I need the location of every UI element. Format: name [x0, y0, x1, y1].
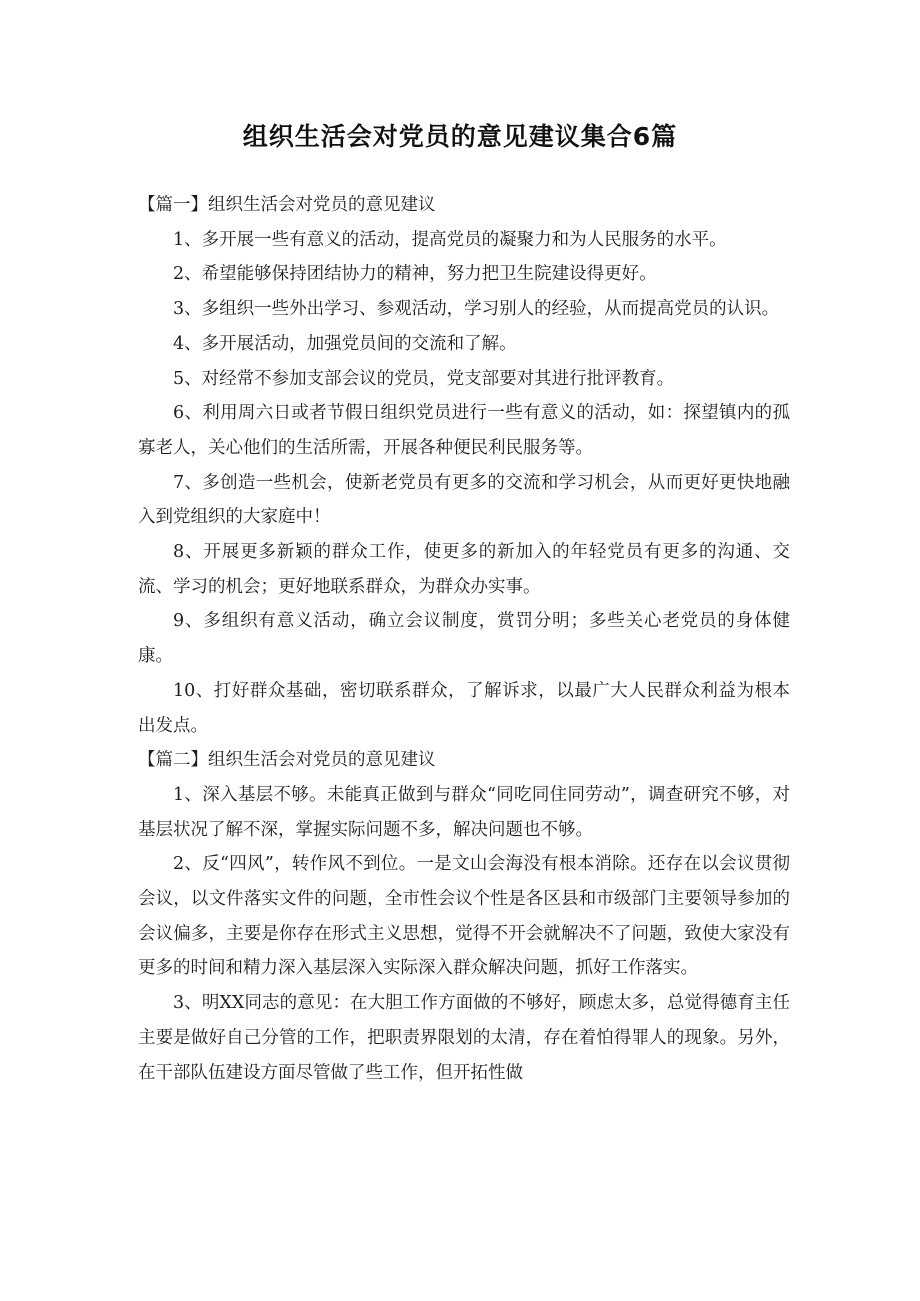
- paragraph: 9、多组织有意义活动，确立会议制度，赏罚分明；多些关心老党员的身体健康。: [138, 611, 790, 667]
- paragraph: 1、深入基层不够。未能真正做到与群众“同吃同住同劳动”，调查研究不够，对基层状况了解不深，掌握实际问题不多，解决问题也不够。: [138, 784, 790, 840]
- paragraph: 4、多开展活动，加强党员间的交流和了解。: [173, 333, 517, 354]
- paragraph: 8、开展更多新颖的群众工作，使更多的新加入的年轻党员有更多的沟通、交流、学习的机会；更好地联系群众，为群众办实事。: [138, 542, 790, 597]
- section-heading-2: 【篇二】组织生活会对党员的意见建议: [138, 750, 436, 771]
- document-body: [138, 188, 790, 1090]
- paragraph: 3、多组织一些外出学习、参观活动，学习别人的经验，从而提高党员的认识。: [173, 299, 780, 320]
- paragraph: 2、希望能够保持团结协力的精神，努力把卫生院建设得更好。: [173, 264, 657, 285]
- paragraph: 6、利用周六日或者节假日组织党员进行一些有意义的活动，如：探望镇内的孤寡老人，关心他们的生活所需，开展各种便民利民服务等。: [138, 403, 790, 458]
- paragraph: 2、反“四风”，转作风不到位。一是文山会海没有根本消除。还存在以会议贯彻会议，以文件落实文件的问题，全市性会议个性是各区县和市级部门主要领导参加的会议偏多，主要是你存在形式主义思想，觉得不开会就解决不了问题，致使大家没有更多的时间和精力深入基层深入实际深入群众解决问题，抓好工作落实。: [138, 854, 790, 979]
- section-heading-1: 【篇一】组织生活会对党员的意见建议: [138, 195, 436, 215]
- paragraph: 10、打好群众基础，密切联系群众，了解诉求，以最广大人民群众利益为根本出发点。: [138, 680, 790, 736]
- paragraph: 3、明XX同志的意见：在大胆工作方面做的不够好，顾虑太多，总觉得德育主任主要是做好自己分管的工作，把职责界限划的太清，存在着怕得罪人的现象。另外，在干部队伍建设方面尽管做了些工作，但开拓性做: [138, 993, 790, 1083]
- document-title: 组织生活会对党员的意见建议集合6篇: [242, 122, 678, 151]
- paragraph: 5、对经常不参加支部会议的党员，党支部要对其进行批评教育。: [173, 368, 675, 389]
- paragraph: 7、多创造一些机会，使新老党员有更多的交流和学习机会，从而更好更快地融入到党组织的大家庭中！: [138, 472, 790, 528]
- paragraph: 1、多开展一些有意义的活动，提高党员的凝聚力和为人民服务的水平。: [173, 229, 727, 250]
